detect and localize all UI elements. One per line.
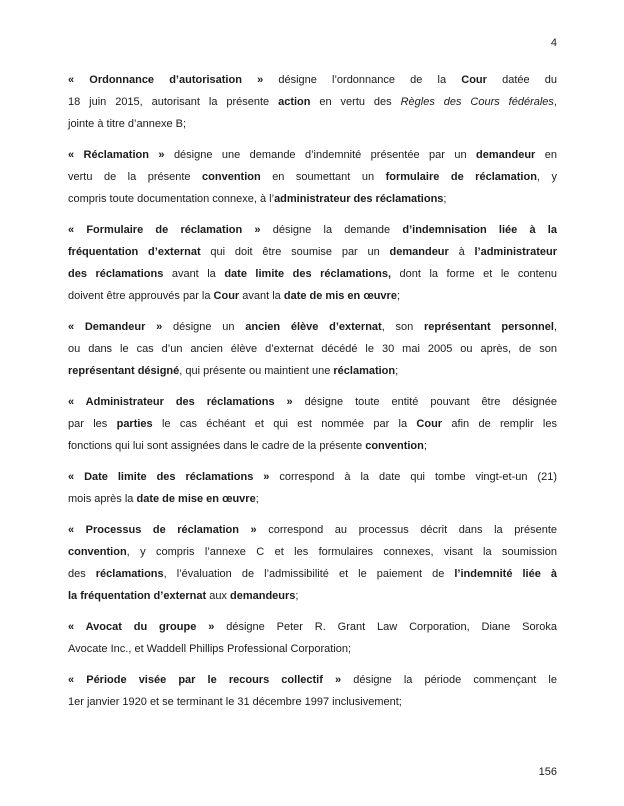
text-line	[68, 241, 557, 263]
text-run: ;	[423, 440, 427, 452]
text-run: réclamation	[333, 365, 396, 377]
text-line	[68, 166, 557, 188]
text-line	[68, 638, 557, 660]
text-run: afin de remplir les	[442, 418, 557, 430]
text-run: ;	[396, 290, 401, 302]
text-run: le cas échéant et qui est nommée par la	[152, 418, 417, 430]
text-run: date de mise en œuvre	[136, 493, 256, 505]
text-run: dont la forme et le contenu	[391, 268, 558, 280]
definition-paragraph	[68, 391, 557, 457]
text-run: représentant personnel	[424, 321, 554, 333]
header-page-number: 4	[550, 37, 557, 49]
text-run: ,	[553, 321, 558, 333]
text-run: correspond au processus décrit dans la présente	[268, 524, 558, 536]
text-line	[68, 113, 557, 135]
text-run: 18 juin 2015, autorisant la présente	[68, 96, 279, 108]
text-line	[68, 285, 557, 307]
text-line	[68, 413, 557, 435]
text-run: désigne la période commençant le	[353, 674, 557, 686]
text-line	[68, 466, 557, 488]
text-run: demandeurs	[230, 590, 296, 602]
text-run: la fréquentation d’externat	[68, 590, 207, 602]
text-run: avant la	[163, 268, 225, 280]
text-run: convention	[202, 171, 261, 183]
text-run: date limite des réclamations,	[224, 268, 392, 280]
text-run: , y	[536, 171, 557, 183]
text-run: l’indemnité liée à	[454, 568, 557, 580]
text-run: vertu de la présente	[68, 171, 203, 183]
text-run: « Avocat du groupe »	[68, 621, 227, 633]
text-line	[68, 563, 557, 585]
text-run: « Date limite des réclamations »	[68, 471, 280, 483]
document-body	[68, 69, 557, 722]
text-run: , qui présente ou maintient une	[179, 365, 334, 377]
text-line	[68, 360, 557, 382]
text-run: date de mis en œuvre	[283, 290, 397, 302]
text-line	[68, 316, 557, 338]
text-run: mois après la	[68, 493, 137, 505]
text-line	[68, 691, 557, 713]
text-run: demandeur	[476, 149, 536, 161]
text-run: avant la	[239, 290, 284, 302]
text-run: en vertu des	[310, 96, 401, 108]
text-run: désigne un	[173, 321, 246, 333]
text-run: demandeur	[389, 246, 449, 258]
text-run: fréquentation d’externat	[68, 246, 201, 258]
text-line	[68, 616, 557, 638]
text-run: désigne Peter R. Grant Law Corporation, Diane Soroka	[226, 621, 557, 633]
text-run: , l’évaluation de l’admissibilité et le paiement de	[163, 568, 455, 580]
text-run: « Période visée par le recours collectif »	[68, 674, 354, 686]
definition-paragraph	[68, 669, 557, 713]
text-run: ancien élève d’externat	[245, 321, 382, 333]
text-run: parties	[116, 418, 153, 430]
text-run: ou dans le cas d’un ancien élève d’externat décédé le 30 mai 2005 ou après, de son	[68, 343, 557, 355]
text-run: qui doit être soumise par un	[200, 246, 390, 258]
text-run: aux	[206, 590, 230, 602]
text-run: Avocate Inc., et Waddell Phillips Professional Corporation;	[68, 643, 352, 655]
text-run: l’administrateur	[474, 246, 558, 258]
text-run: correspond à la date qui tombe vingt-et-un (21)	[279, 471, 557, 483]
text-line	[68, 488, 557, 510]
footer-page-number: 156	[538, 766, 557, 778]
text-run: « Formulaire de réclamation »	[68, 224, 273, 236]
text-run: jointe à titre d’annexe B;	[68, 118, 187, 130]
text-run: , y compris l’annexe C et les formulaires connexes, visant la soumission	[126, 546, 557, 558]
text-run: 1er janvier 1920 et se terminant le 31 décembre 1997 inclusivement;	[68, 696, 402, 708]
text-run: « Demandeur »	[68, 321, 173, 333]
text-run: « Ordonnance d’autorisation »	[68, 74, 279, 86]
text-run: convention	[68, 546, 127, 558]
text-run: , son	[381, 321, 424, 333]
text-run: compris toute documentation connexe, à l’	[68, 193, 275, 205]
text-run: « Processus de réclamation »	[68, 524, 269, 536]
text-run: représentant désigné	[68, 365, 180, 377]
text-run: ;	[255, 493, 259, 505]
text-line	[68, 541, 557, 563]
text-run: convention	[365, 440, 424, 452]
text-run: des réclamations	[68, 268, 164, 280]
text-line	[68, 188, 557, 210]
text-line	[68, 338, 557, 360]
definition-paragraph	[68, 316, 557, 382]
text-line	[68, 91, 557, 113]
text-line	[68, 69, 557, 91]
text-run: Cour	[461, 74, 487, 86]
text-run: désigne toute entité pouvant être désignée	[304, 396, 557, 408]
text-run: « Réclamation »	[68, 149, 174, 161]
text-run: formulaire de réclamation	[385, 171, 537, 183]
text-line	[68, 391, 557, 413]
definition-paragraph	[68, 519, 557, 607]
text-line	[68, 585, 557, 607]
text-run: ;	[395, 365, 399, 377]
text-line	[68, 144, 557, 166]
text-line	[68, 435, 557, 457]
text-run: à	[448, 246, 475, 258]
text-run: fonctions qui lui sont assignées dans le cadre de la présente	[68, 440, 366, 452]
text-line	[68, 219, 557, 241]
text-line	[68, 519, 557, 541]
text-line	[68, 669, 557, 691]
definition-paragraph	[68, 144, 557, 210]
text-run: action	[278, 96, 311, 108]
text-run: réclamations	[95, 568, 164, 580]
definition-paragraph	[68, 219, 557, 307]
text-run: désigne une demande d’indemnité présentée par un	[173, 149, 477, 161]
text-run: en soumettant un	[260, 171, 386, 183]
text-run: désigne l’ordonnance de la	[278, 74, 462, 86]
text-run: Règles des Cours fédérales	[400, 96, 554, 108]
text-run: datée du	[486, 74, 557, 86]
text-run: Cour	[416, 418, 443, 430]
text-run: en	[535, 149, 557, 161]
text-run: administrateur des réclamations	[274, 193, 444, 205]
definition-paragraph	[68, 69, 557, 135]
text-run: d’indemnisation liée à la	[402, 224, 557, 236]
text-run: ;	[295, 590, 299, 602]
text-run: des	[68, 568, 96, 580]
text-run: ;	[443, 193, 447, 205]
text-run: doivent être approuvés par la	[68, 290, 214, 302]
text-run: « Administrateur des réclamations »	[68, 396, 305, 408]
text-run: désigne la demande	[272, 224, 403, 236]
text-line	[68, 263, 557, 285]
text-run: par les	[68, 418, 117, 430]
definition-paragraph	[68, 466, 557, 510]
text-run: Cour	[213, 290, 240, 302]
definition-paragraph	[68, 616, 557, 660]
text-run: ,	[553, 96, 557, 108]
